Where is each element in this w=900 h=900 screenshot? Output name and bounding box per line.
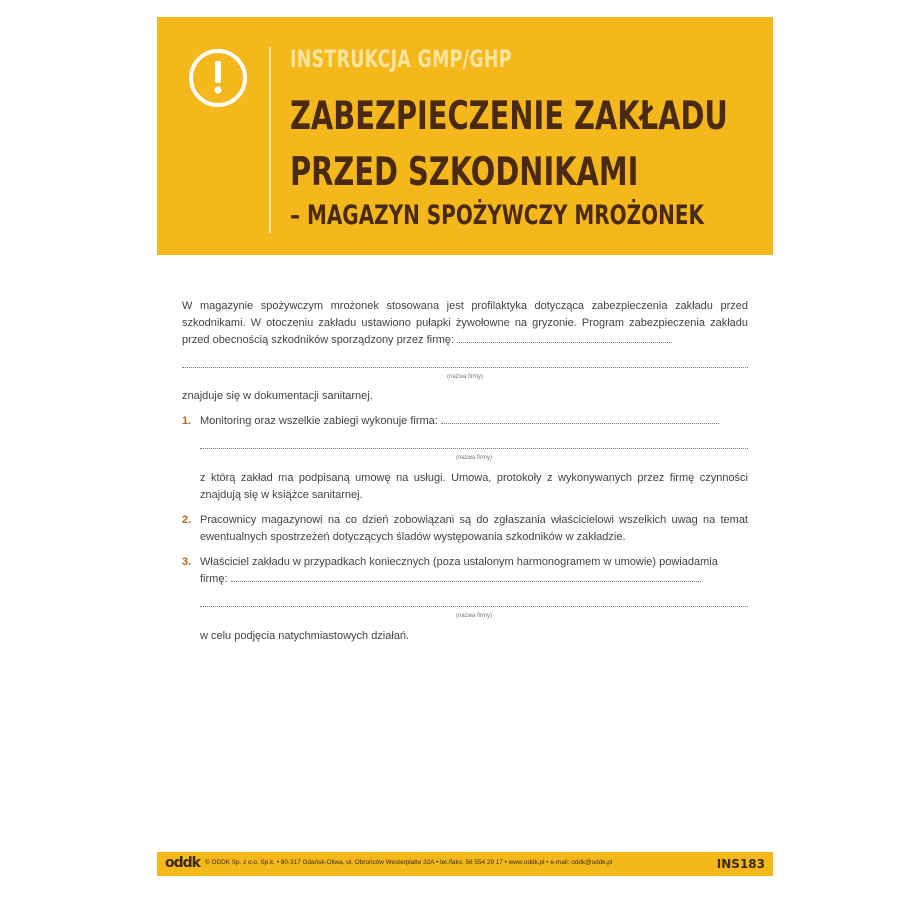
company-fill-line-full[interactable] [182,353,748,368]
title-line-3: – MAGAZYN SPOŻYWCZY MROŻONEK [290,200,704,231]
document-subtitle: INSTRUKCJA GMP/GHP [290,45,512,73]
list-item-1 [182,413,748,504]
item-text: Właściciel zakładu w przypadkach koniecznych (poza ustalonym harmonogramem w umowie) powiadamia firmę: [200,556,718,585]
caption-company: (nazwa firmy) [455,613,492,619]
item-number: 1. [182,415,192,427]
item-continuation: z którą zakład ma podpisaną umowę na usługi. Umowa, protokoły z wykonywanych przez firmę czynności znajdują się w książce sanitarnej. [200,472,748,501]
caption-company: (nazwa firmy) [455,455,492,461]
intro-paragraph [182,298,748,349]
firm-notify-fill-line-full[interactable] [200,592,748,607]
list-item-3 [182,554,748,645]
header-banner [157,17,773,255]
document-body [182,298,748,645]
title-line-2: PRZED SZKODNIKAMI [290,150,639,195]
header-divider [269,47,271,233]
intro-end: znajduje się w dokumentacji sanitarnej. [182,390,373,402]
item-continuation: w celu podjęcia natychmiastowych działań. [200,630,410,642]
document-code: INS183 [716,857,765,871]
firm-notify-fill-line[interactable] [231,572,701,582]
oddk-logo: oddk [165,855,200,871]
caption-company: (nazwa firmy) [446,374,483,380]
item-number: 2. [182,514,192,526]
footer-bar [157,852,773,876]
document-title [290,89,728,201]
firm-fill-line-full[interactable] [200,434,748,449]
exclamation-circle-icon [189,49,247,107]
intro-text: W magazynie spożywczym mrożonek stosowana jest profilaktyka dotycząca zabezpieczenia zakładu przed szkodnikami. W otoczeniu zakładu ustawiono pułapki żywołowne na gryzonie. Program zabezpieczenia zakładu przed obecnością szkodników sporządzony przez firmę: [182,300,748,346]
company-fill-line[interactable] [457,333,672,343]
list-item-2 [182,512,748,546]
footer-contact: © ODDK Sp. z o.o. Sp.k. • 80-317 Gdańsk-Oliwa, ul. Obrońców Westerplatte 32A • tel./faks: 58 554 29 17 • www.oddk.pl • e-mail: oddk@oddk.pl [205,859,613,866]
item-text: Monitoring oraz wszelkie zabiegi wykonuje firma: [200,415,438,427]
item-text: Pracownicy magazynowi na co dzień zobowiązani są do zgłaszania właścicielowi wszelkich uwag na temat ewentualnych spostrzeżeń dotyczących śladów występowania szkodników w zakładzie. [200,514,748,543]
firm-fill-line[interactable] [441,414,719,424]
title-line-1: ZABEZPIECZENIE ZAKŁADU [290,94,728,139]
item-number: 3. [182,556,192,568]
